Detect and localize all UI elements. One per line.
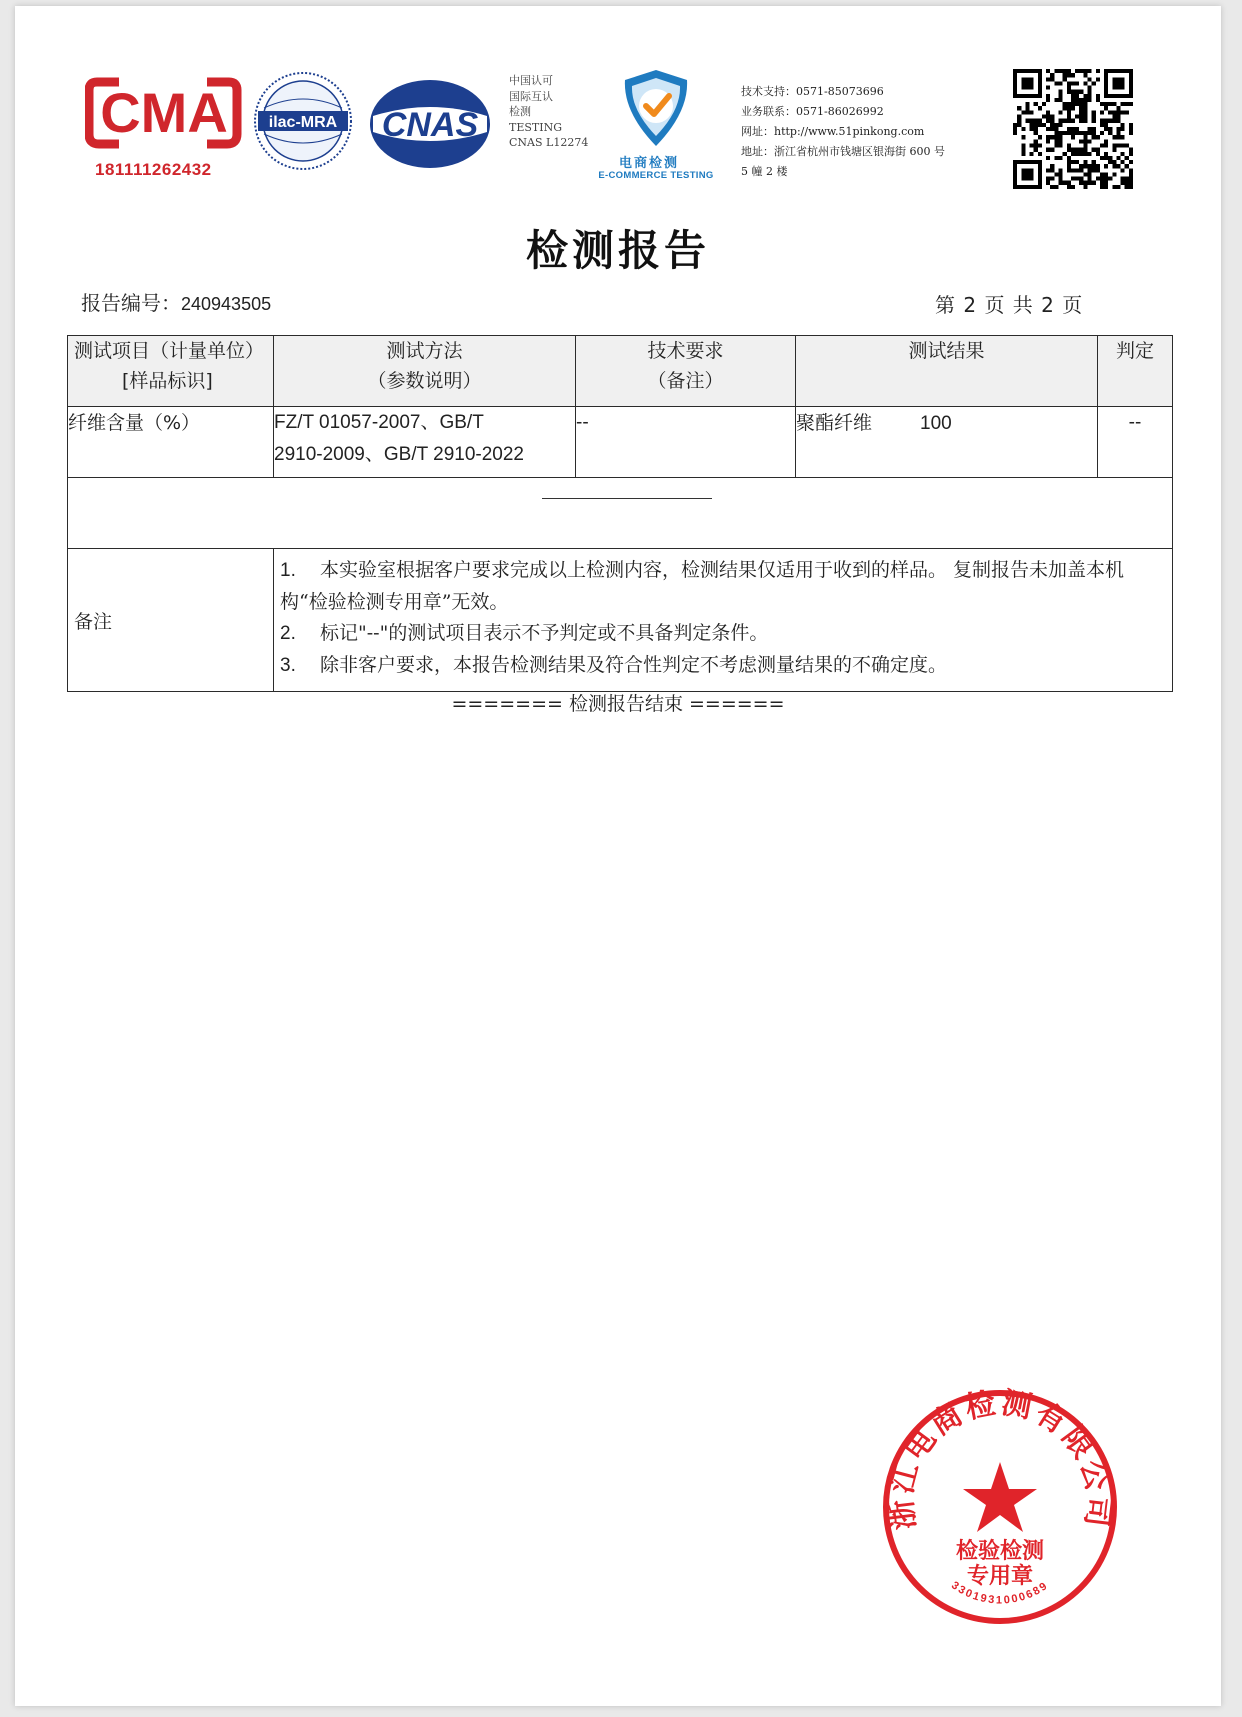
separator-line xyxy=(542,498,712,499)
ecommerce-testing-logo xyxy=(591,66,721,186)
stamp-line1: 检验检测 xyxy=(955,1538,1045,1564)
separator-cell xyxy=(68,478,1173,549)
contact-info xyxy=(741,82,945,182)
remarks-row xyxy=(68,549,1173,692)
stamp-company: 浙江电商检测有限公司 xyxy=(883,1386,1117,1532)
cma-mark-text: CMA xyxy=(100,81,228,144)
report-number-label: 报告编号： xyxy=(81,291,181,315)
cma-number: 181111262432 xyxy=(95,160,212,179)
stamp-code: 3301931000689 xyxy=(949,1579,1051,1607)
ilac-text: ilac-MRA xyxy=(268,114,338,131)
end-of-report: ======= 检测报告结束 ====== xyxy=(451,693,785,715)
col-header-method: 测试方法 （参数说明） xyxy=(274,336,576,407)
stamp-seal-icon xyxy=(879,1386,1121,1628)
col-header-item: 测试项目（计量单位） [样品标识] xyxy=(68,336,274,407)
cell-method: FZ/T 01057-2007、GB/T 2910-2009、GB/T 2910-2022 xyxy=(274,407,576,478)
col-header-judgment: 判定 xyxy=(1098,336,1173,407)
ecommerce-en-text: E-COMMERCE TESTING xyxy=(598,170,714,181)
contact-business: 业务联系：0571-86026992 xyxy=(741,105,884,118)
cnas-side-line: 中国认可 xyxy=(509,74,553,87)
official-stamp xyxy=(879,1386,1121,1628)
results-table xyxy=(67,335,1173,692)
contact-address: 地址：浙江省杭州市钱塘区银海街 600 号 xyxy=(741,145,945,158)
contact-address-line2: 5 幢 2 楼 xyxy=(741,165,788,178)
table-separator-row xyxy=(68,478,1173,549)
remark-item: 1. 本实验室根据客户要求完成以上检测内容，检测结果仅适用于收到的样品。 复制报告未加盖本机构“检验检测专用章”无效。 xyxy=(280,559,1125,613)
cell-judgment: -- xyxy=(1098,407,1173,478)
cma-mark-icon xyxy=(85,74,243,158)
contact-tech-support: 技术支持：0571-85073696 xyxy=(741,85,884,98)
cell-requirement: -- xyxy=(576,407,796,478)
result-name: 聚酯纤维 xyxy=(796,412,873,434)
remarks-content xyxy=(274,549,1173,692)
qr-code xyxy=(1013,69,1133,189)
result-value: 100 xyxy=(920,413,952,434)
report-number: 240943505 xyxy=(181,294,272,314)
cnas-side-line: 检测 xyxy=(509,105,531,118)
report-sheet xyxy=(15,6,1221,1706)
ecommerce-cn-text: 电商检测 xyxy=(619,156,680,171)
qr-code-icon xyxy=(1013,69,1133,189)
ilac-mra-logo xyxy=(252,70,354,172)
stamp-line2: 专用章 xyxy=(966,1563,1034,1589)
cnas-side-line: CNAS L12274 xyxy=(509,136,589,149)
cnas-side-line: TESTING xyxy=(509,120,562,134)
page-info: 第 2 页 共 2 页 xyxy=(935,293,1084,317)
cell-item: 纤维含量（%） xyxy=(68,407,274,478)
table-header-row xyxy=(68,336,1173,407)
contact-website: 网址：http://www.51pinkong.com xyxy=(741,125,925,138)
cma-logo xyxy=(85,74,243,182)
remark-item: 3. 除非客户要求，本报告检测结果及符合性判定不考虑测量结果的不确定度。 xyxy=(280,653,948,676)
cnas-text: CNAS xyxy=(381,106,479,144)
page-title: 检测报告 xyxy=(525,226,710,275)
remarks-label: 备注 xyxy=(68,549,274,692)
cnas-side-text xyxy=(509,73,588,151)
table-row xyxy=(68,407,1173,478)
col-header-result: 测试结果 xyxy=(796,336,1098,407)
col-header-requirement: 技术要求 （备注） xyxy=(576,336,796,407)
cnas-side-line: 国际互认 xyxy=(509,89,553,103)
cell-result xyxy=(796,407,1098,478)
cnas-logo xyxy=(365,76,495,172)
remark-item: 2. 标记"--"的测试项目表示不予判定或不具备判定条件。 xyxy=(280,622,769,644)
report-number-row xyxy=(81,287,271,316)
shield-check-icon xyxy=(591,66,721,156)
